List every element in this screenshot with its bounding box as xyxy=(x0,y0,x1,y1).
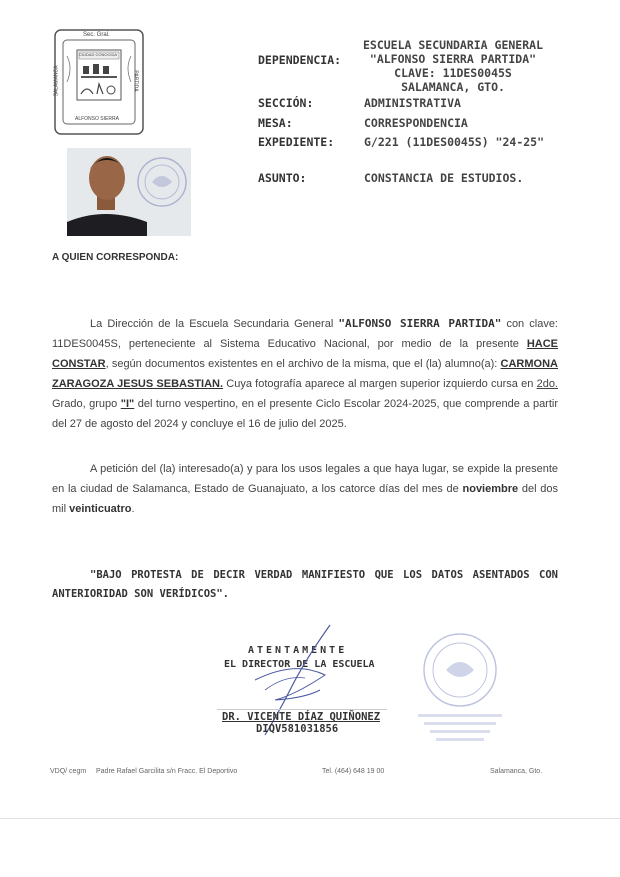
p2-text-1: A petición del (la) interesado(a) y para los usos legales a que haya lugar, se expide la presente en la ciudad de Salamanca, Estado de Guanajuato, a los catorce días del mes de xyxy=(52,463,558,495)
school-logo xyxy=(53,28,145,136)
footer-address: Padre Rafael Garcilita s/n Fracc. El Deportivo xyxy=(96,768,238,775)
school-header xyxy=(352,38,554,94)
logo-ring-text-left: SALAMANCA xyxy=(53,65,60,97)
logo-ring-text-right: PARTIDA xyxy=(132,70,139,92)
footer-city: Salamanca, Gto. xyxy=(490,768,543,775)
school-clave: CLAVE: 11DES0045S xyxy=(394,66,512,80)
p1-hace-constar: HACE CONSTAR xyxy=(52,338,558,370)
footer-initials: VDQ/ cegm xyxy=(50,768,87,775)
signature-line xyxy=(217,709,387,710)
logo-banner: CIUDAD CONOCIDA xyxy=(79,52,118,57)
p1-group: "I" xyxy=(120,398,135,410)
signature-role: EL DIRECTOR DE LA ESCUELA xyxy=(224,659,375,670)
issuance-paragraph xyxy=(52,459,558,519)
p1-text-4: Cuya fotografía aparece al margen superior izquierdo cursa en xyxy=(223,378,537,390)
p2-text-2: del dos mil xyxy=(52,483,558,515)
asunto-label: ASUNTO: xyxy=(258,171,307,185)
p1-text-2: con clave: 11DES0045S, perteneciente al Sistema Educativo Nacional, por medio de la presente xyxy=(52,318,558,350)
p1-text-5: Grado, grupo xyxy=(52,398,121,410)
mesa-value: CORRESPONDENCIA xyxy=(364,116,468,130)
asunto-value: CONSTANCIA DE ESTUDIOS. xyxy=(364,171,524,185)
p1-school-name: "ALFONSO SIERRA PARTIDA" xyxy=(338,317,502,330)
signature-rfc: DIQV581031856 xyxy=(256,723,339,735)
seccion-value: ADMINISTRATIVA xyxy=(364,96,461,110)
p1-text-1: La Dirección de la Escuela Secundaria General xyxy=(90,318,339,330)
expediente-value: G/221 (11DES0045S) "24-25" xyxy=(364,135,545,149)
p2-month: noviembre xyxy=(462,483,519,495)
p1-grade: 2do. xyxy=(536,378,558,390)
signature-name: DR. VICENTE DÍAZ QUIÑONEZ xyxy=(222,711,381,723)
certification-paragraph xyxy=(52,314,558,434)
mesa-label: MESA: xyxy=(258,116,293,130)
student-photo xyxy=(67,148,191,236)
seccion-label: SECCIÓN: xyxy=(258,96,314,110)
school-quoted-name: "ALFONSO SIERRA PARTIDA" xyxy=(369,52,537,66)
protest-statement: "BAJO PROTESTA DE DECIR VERDAD MANIFIESTO QUE LOS DATOS ASENTADOS CON ANTERIORIDAD SON VERÍDICOS". xyxy=(52,569,558,600)
official-stamp xyxy=(412,630,508,750)
p1-text-3: , según documentos existentes en el archivo de la misma, que el (la) alumno(a): xyxy=(105,358,501,370)
p2-year: veinticuatro xyxy=(69,503,132,515)
p2-text-3: . xyxy=(131,503,135,515)
school-city: SALAMANCA, GTO. xyxy=(401,80,505,94)
p1-text-6: del turno vespertino, en el presente Ciclo Escolar 2024-2025, que comprende a partir del 27 de agosto del 2024 y concluye el 16 de julio del 2025. xyxy=(52,398,559,430)
signature-atentamente: ATENTAMENTE xyxy=(248,645,348,656)
school-name: ESCUELA SECUNDARIA GENERAL xyxy=(362,38,543,52)
logo-ring-text-top: Sec. Gral. xyxy=(83,32,110,38)
dependencia-label: DEPENDENCIA: xyxy=(258,53,342,67)
expediente-label: EXPEDIENTE: xyxy=(258,135,335,149)
footer-phone: Tel. (464) 648 19 00 xyxy=(322,768,385,775)
p1-student-name: CARMONA ZARAGOZA JESUS SEBASTIAN. xyxy=(52,358,558,390)
salutation: A QUIEN CORRESPONDA: xyxy=(52,252,179,263)
logo-ring-text-bottom: ALFONSO SIERRA xyxy=(75,116,119,122)
student-photo-graphic xyxy=(67,148,191,236)
bottom-rule xyxy=(0,818,620,819)
